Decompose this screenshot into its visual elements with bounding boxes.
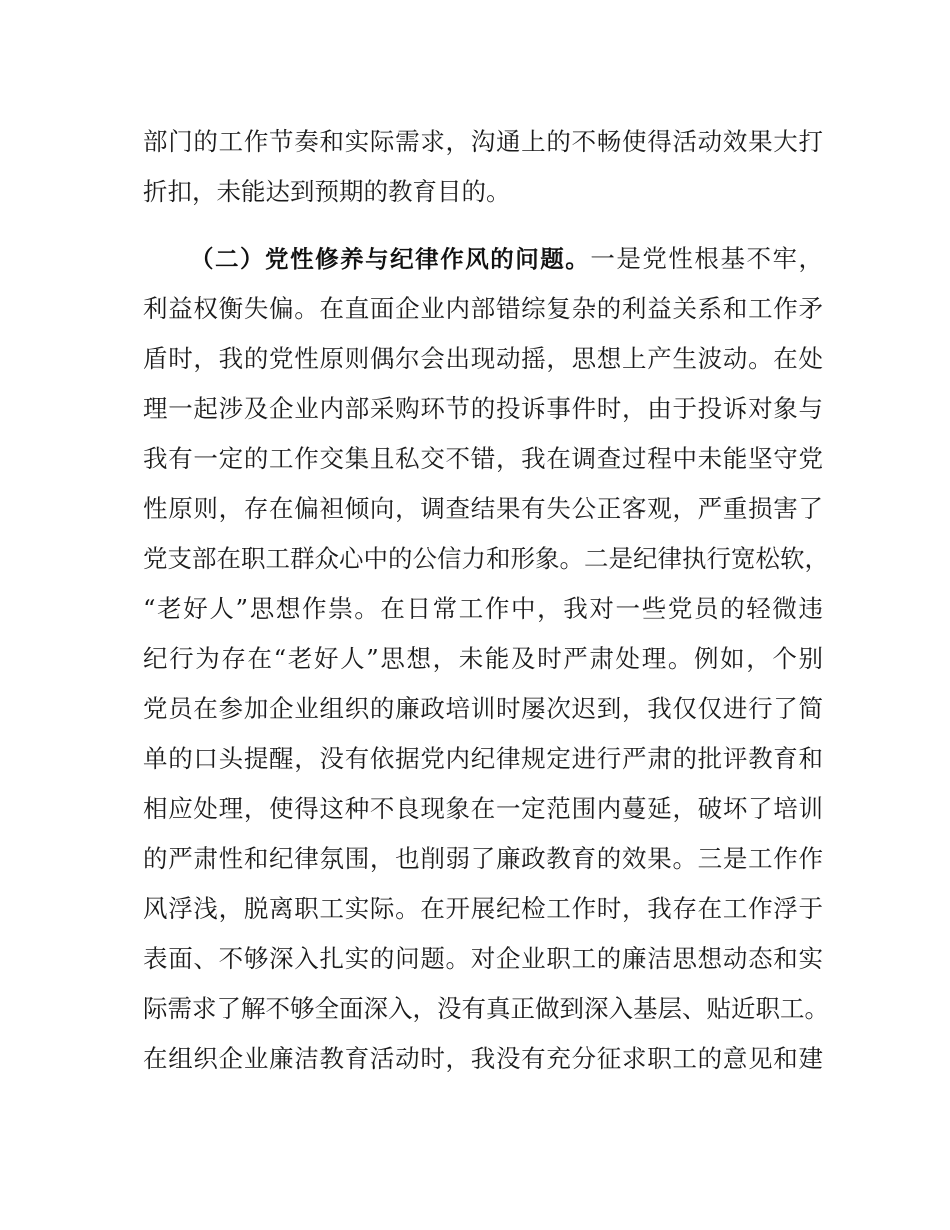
intro-line-2: 折扣，未能达到预期的教育目的。 <box>143 177 511 206</box>
body-line: 的严肃性和纪律氛围，也削弱了廉政教育的效果。三是工作作 <box>143 844 823 873</box>
body-line: 党员在参加企业组织的廉政培训时屡次迟到，我仅仅进行了简 <box>143 694 823 723</box>
body-line: 理一起涉及企业内部采购环节的投诉事件时，由于投诉对象与 <box>143 394 823 423</box>
intro-line-1: 部门的工作节奏和实际需求，沟通上的不畅使得活动效果大打 <box>143 127 823 156</box>
body-line: 盾时，我的党性原则偶尔会出现动摇，思想上产生波动。在处 <box>143 344 823 373</box>
body-line: 党支部在职工群众心中的公信力和形象。二是纪律执行宽松软， <box>143 544 829 573</box>
body-line: 相应处理，使得这种不良现象在一定范围内蔓延，破坏了培训 <box>143 794 823 823</box>
section-heading: （二）党性修养与纪律作风的问题。 <box>190 245 591 273</box>
body-line: 在组织企业廉洁教育活动时，我没有充分征求职工的意见和建 <box>143 1044 823 1073</box>
body-line: 单的口头提醒，没有依据党内纪律规定进行严肃的批评教育和 <box>143 744 823 773</box>
body-line: 表面、不够深入扎实的问题。对企业职工的廉洁思想动态和实 <box>143 944 823 973</box>
section-first-line-rest: 一是党性根基不牢， <box>590 244 824 273</box>
body-line: 纪行为存在“老好人”思想，未能及时严肃处理。例如，个别 <box>143 644 823 673</box>
body-line: “老好人”思想作祟。在日常工作中，我对一些党员的轻微违 <box>143 594 823 623</box>
body-line: 利益权衡失偏。在直面企业内部错综复杂的利益关系和工作矛 <box>143 294 823 323</box>
body-line: 际需求了解不够全面深入，没有真正做到深入基层、贴近职工。 <box>143 994 829 1023</box>
section-first-line <box>190 239 823 279</box>
body-line: 风浮浅，脱离职工实际。在开展纪检工作时，我存在工作浮于 <box>143 894 823 923</box>
body-line: 性原则，存在偏袒倾向，调查结果有失公正客观，严重损害了 <box>143 494 823 523</box>
body-line: 我有一定的工作交集且私交不错，我在调查过程中未能坚守党 <box>143 444 823 473</box>
